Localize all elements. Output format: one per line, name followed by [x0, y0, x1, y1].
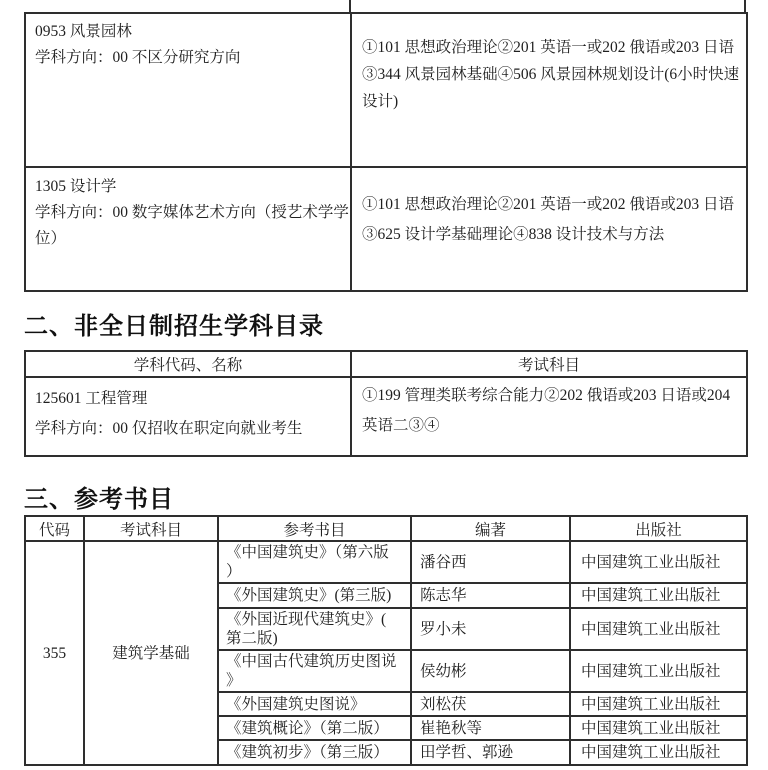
exam-subjects-cell: [351, 167, 747, 291]
book-title-cell: [218, 740, 411, 765]
table-header-row: [25, 516, 747, 541]
book-author-cell: 潘谷西: [411, 541, 570, 583]
book-publisher-cell: 中国建筑工业出版社: [570, 583, 747, 608]
reference-books-table: [24, 515, 748, 766]
exam-line: 英语二③④: [362, 417, 440, 434]
exam-line: ③344 风景园林基础④506 风景园林规划设计(6小时快速: [362, 66, 740, 83]
column-header-exam-subject: 考试科目: [84, 516, 218, 541]
book-title-line: 《建筑初步》（第三版）: [226, 744, 389, 761]
book-title-line: 《建筑概论》（第二版）: [226, 719, 389, 737]
book-publisher-cell: 中国建筑工业出版社: [570, 541, 747, 583]
book-title-line: 第二版): [226, 630, 278, 647]
exam-subjects-cell: [351, 377, 747, 456]
table-row: [25, 167, 747, 291]
book-author-cell: 侯幼彬: [411, 650, 570, 692]
book-title-line: 《中国建筑史》（第六版: [226, 544, 389, 561]
table-row: [25, 377, 747, 456]
program-cell-125601: [25, 377, 351, 456]
program-cell-0953: [25, 13, 351, 167]
section-heading-reference-books: 三、参考书目: [24, 486, 174, 513]
book-publisher-cell: 中国建筑工业出版社: [570, 692, 747, 716]
exam-line: 设计): [362, 93, 399, 110]
book-title-line: 《中国古代建筑历史图说: [226, 653, 397, 670]
program-direction: 学科方向：00 仅招收在职定向就业考生: [35, 420, 303, 437]
book-publisher-cell: 中国建筑工业出版社: [570, 650, 747, 692]
column-header-author: 编著: [411, 516, 570, 541]
book-title-line: 《外国近现代建筑史》(: [226, 611, 387, 628]
exam-subjects-cell: [351, 13, 747, 167]
book-title-line: 《外国建筑史》(第三版): [226, 587, 392, 604]
book-author-cell: 田学哲、郭逊: [411, 740, 570, 765]
program-direction-cont: 位）: [35, 230, 67, 247]
exam-code-cell: 355: [25, 541, 84, 765]
section-heading-parttime-catalog: 二、非全日制招生学科目录: [24, 313, 324, 340]
program-direction: 学科方向：00 不区分研究方向: [35, 49, 241, 66]
book-title-cell: [218, 583, 411, 608]
table-row: [25, 541, 747, 583]
column-header-code: 代码: [25, 516, 84, 541]
column-header-code-name: 学科代码、名称: [25, 351, 351, 377]
book-author-cell: 罗小未: [411, 608, 570, 650]
parttime-catalog-table: [24, 350, 748, 457]
exam-line: ①199 管理类联考综合能力②202 俄语或203 日语或204: [362, 387, 731, 404]
column-header-book-title: 参考书目: [218, 516, 411, 541]
book-publisher-cell: 中国建筑工业出版社: [570, 608, 747, 650]
book-title-cell: [218, 650, 411, 692]
exam-line: ③625 设计学基础理论④838 设计技术与方法: [362, 226, 665, 243]
book-author-cell: 陈志华: [411, 583, 570, 608]
book-title-line: 《外国建筑史图说》: [226, 695, 366, 713]
program-code-name: 0953 风景园林: [35, 23, 132, 40]
book-title-cell: [218, 541, 411, 583]
program-direction: 学科方向：00 数字媒体艺术方向（授艺术学学: [35, 204, 349, 221]
column-header-publisher: 出版社: [570, 516, 747, 541]
table-header-row: [25, 351, 747, 377]
book-title-cell: [218, 692, 411, 716]
exam-line: ①101 思想政治理论②201 英语一或202 俄语或203 日语: [362, 196, 735, 213]
book-publisher-cell: 中国建筑工业出版社: [570, 740, 747, 765]
program-code-name: 125601 工程管理: [35, 390, 148, 407]
exam-subject-cell: 建筑学基础: [84, 541, 218, 765]
book-title-line: ）: [226, 563, 242, 580]
book-author-cell: 刘松茯: [411, 692, 570, 716]
fulltime-catalog-table: [24, 12, 748, 292]
program-code-name: 1305 设计学: [35, 178, 117, 195]
program-cell-1305: [25, 167, 351, 291]
exam-line: ①101 思想政治理论②201 英语一或202 俄语或203 日语: [362, 39, 735, 56]
table-row: [25, 13, 747, 167]
book-author-cell: 崔艳秋等: [411, 716, 570, 740]
book-title-cell: [218, 716, 411, 740]
book-title-cell: [218, 608, 411, 650]
column-header-exam-subjects: 考试科目: [351, 351, 747, 377]
book-title-line: 》: [226, 672, 242, 689]
book-publisher-cell: 中国建筑工业出版社: [570, 716, 747, 740]
